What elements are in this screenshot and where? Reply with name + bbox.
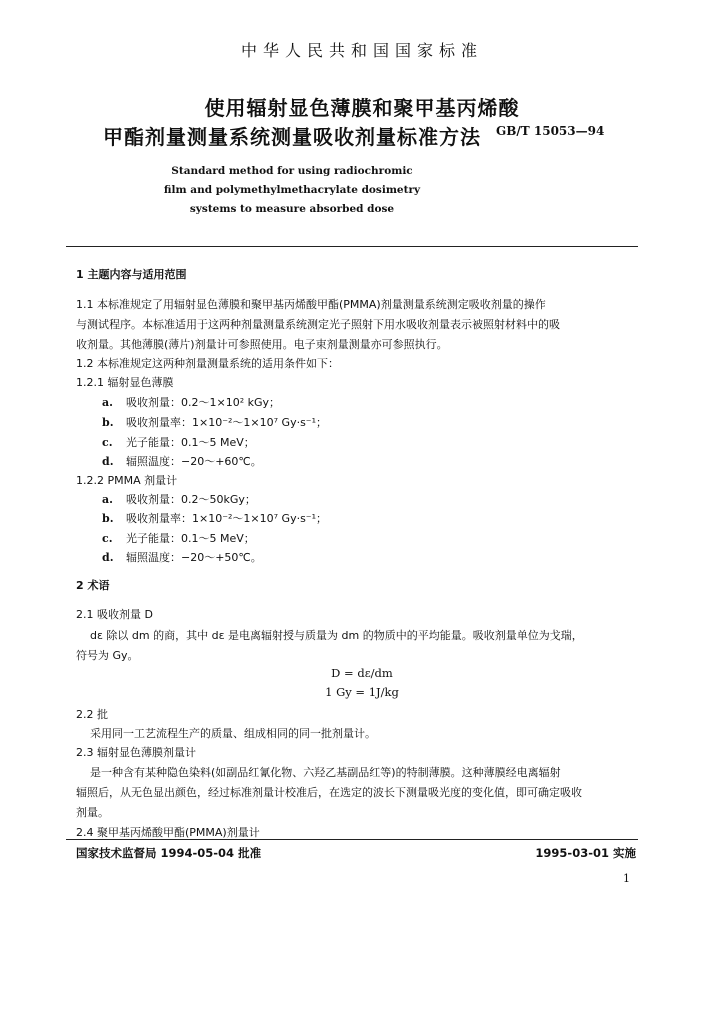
term-2-1-definition-line-2: 符号为 Gy。 bbox=[76, 649, 139, 662]
subsection-1-2-2: 1.2.2 PMMA 剂量计 bbox=[76, 474, 178, 487]
subsection-1-2-1: 1.2.1 辐射显色薄膜 bbox=[76, 376, 174, 389]
paragraph-1-1-line-3: 收剂量。其他薄膜(薄片)剂量计可参照使用。电子束剂量测量亦可参照执行。 bbox=[76, 338, 448, 351]
title-line-2: 甲酯剂量测量系统测量吸收剂量标准方法 bbox=[103, 125, 481, 149]
pmma-item: c. 光子能量：0.1～5 MeV； bbox=[102, 532, 255, 545]
pmma-item: d. 辐照温度：−20～+50℃。 bbox=[102, 551, 262, 564]
english-title-line-1: Standard method for using radiochromic bbox=[171, 165, 413, 177]
effective-date: 1995-03-01 实施 bbox=[535, 846, 636, 860]
footer-divider bbox=[66, 839, 638, 840]
header-divider bbox=[66, 246, 638, 247]
film-item: b. 吸收剂量率：1×10⁻²～1×10⁷ Gy·s⁻¹； bbox=[102, 416, 328, 429]
term-2-4: 2.4 聚甲基丙烯酸甲酯(PMMA)剂量计 bbox=[76, 826, 260, 839]
term-2-3-definition-line-3: 剂量。 bbox=[76, 806, 109, 819]
page-number: 1 bbox=[623, 872, 630, 885]
term-2-2: 2.2 批 bbox=[76, 708, 108, 721]
term-2-1-definition: dε 除以 dm 的商，其中 dε 是电离辐射授与质量为 dm 的物质中的平均能量。吸收剂量单位为戈瑞， bbox=[90, 629, 583, 642]
pmma-item: a. 吸收剂量：0.2～50kGy； bbox=[102, 493, 256, 506]
formula-gray-unit: 1 Gy = 1J/kg bbox=[325, 685, 399, 699]
section-1-heading: 1 主题内容与适用范围 bbox=[76, 268, 187, 281]
english-title-line-2: film and polymethylmethacrylate dosimetry bbox=[163, 184, 421, 196]
film-item: d. 辐照温度：−20～+60℃。 bbox=[102, 455, 262, 468]
term-2-3-definition-line-2: 辐照后，从无色显出颜色，经过标准剂量计校准后，在选定的波长下测量吸光度的变化值，即可确定吸收 bbox=[76, 786, 582, 799]
paragraph-1-1: 1.1 本标准规定了用辐射显色薄膜和聚甲基丙烯酸甲酯(PMMA)剂量测量系统测定吸收剂量的操作 bbox=[76, 298, 546, 311]
section-2-heading: 2 术语 bbox=[76, 579, 110, 592]
term-2-3-definition: 是一种含有某种隐色染料(如副品红氰化物、六羟乙基副品红等)的特制薄膜。这种薄膜经电离辐射 bbox=[90, 766, 561, 779]
approval-date: 国家技术监督局 1994-05-04 批准 bbox=[76, 846, 262, 860]
term-2-3: 2.3 辐射显色薄膜剂量计 bbox=[76, 746, 196, 759]
paragraph-1-1-line-2: 与测试程序。本标准适用于这两种剂量测量系统测定光子照射下用水吸收剂量表示被照射材料中的吸 bbox=[76, 318, 560, 331]
english-title-line-3: systems to measure absorbed dose bbox=[189, 203, 395, 215]
film-item: a. 吸收剂量：0.2～1×10² kGy； bbox=[102, 396, 281, 409]
term-2-2-definition: 采用同一工艺流程生产的质量、组成相同的同一批剂量计。 bbox=[90, 727, 376, 740]
pmma-item: b. 吸收剂量率：1×10⁻²～1×10⁷ Gy·s⁻¹； bbox=[102, 512, 328, 525]
national-standard-header: 中华人民共和国国家标准 bbox=[240, 41, 483, 60]
standard-number: GB/T 15053—94 bbox=[496, 124, 605, 138]
term-2-1: 2.1 吸收剂量 D bbox=[76, 608, 153, 621]
paragraph-1-2: 1.2 本标准规定这两种剂量测量系统的适用条件如下： bbox=[76, 357, 339, 370]
formula-absorbed-dose: D = dε/dm bbox=[331, 666, 393, 680]
film-item: c. 光子能量：0.1～5 MeV； bbox=[102, 436, 255, 449]
title-line-1: 使用辐射显色薄膜和聚甲基丙烯酸 bbox=[204, 96, 520, 120]
